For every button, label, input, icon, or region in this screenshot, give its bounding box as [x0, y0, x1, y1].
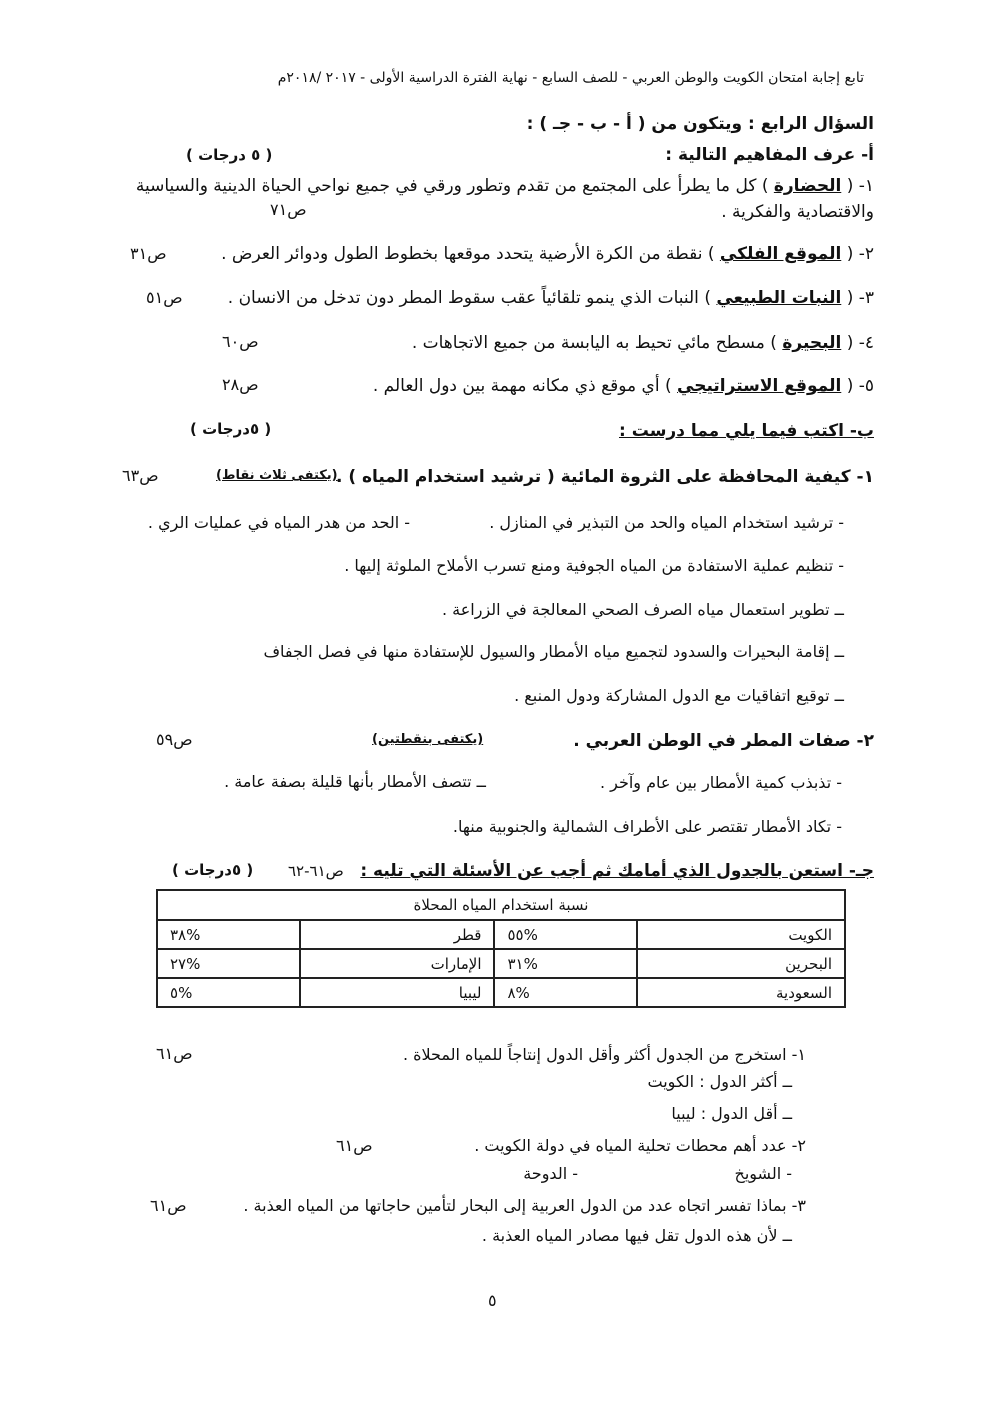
table-row [157, 920, 845, 949]
answer-line: - الشويخ [734, 1164, 792, 1183]
item-number: ٢- ( [846, 244, 874, 264]
page-number: ٥ [488, 1291, 497, 1310]
table-cell: %٨ [494, 978, 637, 1007]
definition: ) كل ما يطرأ على المجتمع من تقدم وتطور ورقي في جميع نواحي الحياة الدينية والسياسية [135, 176, 769, 196]
table-cell: السعودية [637, 978, 845, 1007]
item-number: ١- ( [846, 176, 874, 196]
answer-line: - تذبذب كمية الأمطار بين عام وآخر . [599, 773, 842, 792]
item-number: ٤- ( [846, 333, 874, 353]
answer-line: ــ توقيع اتفاقيات مع الدول المشاركة ودول المنبع . [514, 686, 844, 705]
definition: ) النبات الذي ينمو تلقائياً عقب سقوط المطر دون تدخل من الانسان . [227, 288, 711, 308]
page-ref: ص٦١ [156, 1044, 193, 1063]
answer-line: ــ تطوير استعمال مياه الصرف الصحي المعالجة في الزراعة . [441, 600, 844, 619]
page-ref: ص٦١ [336, 1136, 373, 1155]
part-b-title: ب- اكتب فيما يلي مما درست : [619, 421, 874, 441]
table-cell: %٢٧ [157, 949, 300, 978]
page-ref: ص٦٣ [122, 466, 159, 485]
answer-line: ــ لأن هذه الدول تقل فيها مصادر المياه العذبة . [481, 1226, 792, 1245]
question-title: السؤال الرابع : ويتكون من ( أ - ب - جـ ) : [526, 114, 874, 134]
page-ref: ص٦١ [150, 1196, 187, 1215]
table-cell: %٣١ [494, 949, 637, 978]
table-question: ١- استخرج من الجدول أكثر وأقل الدول إنتاجاً للمياه المحلاة . [402, 1045, 806, 1064]
page-ref: ص٣١ [130, 244, 167, 263]
answer-note: (يكتفى ثلاث نقاط) [216, 468, 338, 483]
part-a-marks: ( ٥ درجات ) [186, 146, 273, 164]
term: الموقع الفلكي [719, 244, 842, 264]
answer-line: - ترشيد استخدام المياه والحد من التبذير في المنازل . [489, 513, 844, 532]
subquestion-title: ٢- صفات المطر في الوطن العربي . [573, 731, 874, 751]
part-b-marks: ( ٥درجات ) [190, 420, 272, 438]
table-cell: %٥٥ [494, 920, 637, 949]
item-number: ٥- ( [846, 376, 874, 396]
definition: ) مسطح مائي تحيط به اليابسة من جميع الاتجاهات . [411, 333, 777, 353]
subquestion-title: ١- كيفية المحافظة على الثروة المائية ( ترشيد استخدام المياه ) . [335, 467, 874, 487]
answer-note: (يكتفى بنقطتين) [372, 732, 484, 747]
table-cell: الكويت [637, 920, 845, 949]
answer-line: ــ تتصف الأمطار بأنها قليلة بصفة عامة . [224, 772, 486, 791]
part-a-title: أ- عرف المفاهيم التالية : [665, 145, 874, 165]
item-number: ٣- ( [846, 288, 874, 308]
term: البحيرة [782, 333, 842, 353]
table-row [157, 949, 845, 978]
table-cell: البحرين [637, 949, 845, 978]
table-cell: قطر [300, 920, 495, 949]
table-cell: %٥ [157, 978, 300, 1007]
answer-line: - تكاد الأمطار تقتصر على الأطراف الشمالية والجنوبية منها. [452, 817, 842, 836]
definition-item-1 [136, 176, 874, 196]
desalinated-water-table [156, 889, 846, 1008]
table-question: ٣- بماذا تفسر اتجاه عدد من الدول العربية إلى البحار لتأمين حاجاتها من المياه العذبة . [243, 1196, 806, 1215]
answer-line: - تنظيم عملية الاستفادة من المياه الجوفية ومنع تسرب الأملاح الملوثة إليها . [344, 556, 844, 575]
term: النبات الطبيعي [716, 288, 842, 308]
definition-item-4 [412, 333, 874, 353]
definition: ) أي موقع ذي مكانه مهمة بين دول العالم . [372, 376, 672, 396]
answer-line: - الحد من هدر المياه في عمليات الري . [147, 513, 410, 532]
term: الحضارة [773, 176, 842, 196]
table-question: ٢- عدد أهم محطات تحلية المياه في دولة الكويت . [474, 1136, 806, 1155]
page-ref: ص٦١-٦٢ [288, 862, 344, 880]
table-cell: الإمارات [300, 949, 495, 978]
table-row [157, 978, 845, 1007]
page-header: تابع إجابة امتحان الكويت والوطن العربي - للصف السابع - نهاية الفترة الدراسية الأولى - ٢٠١٧ /٢٠١٨م [277, 70, 864, 86]
part-c-marks: ( ٥درجات ) [172, 861, 254, 879]
answer-line: - الدوحة [523, 1164, 578, 1183]
answer-line: ــ أقل الدول : ليبيا [671, 1104, 792, 1123]
table-cell: ليبيا [300, 978, 495, 1007]
definition-item-3 [228, 288, 874, 308]
page-ref: ص٥٩ [156, 730, 193, 749]
definition: ) نقطة من الكرة الأرضية يتحدد موقعها بخطوط الطول ودوائر العرض . [221, 244, 715, 264]
page-ref: ص٧١ [270, 200, 307, 219]
definition-item-5 [373, 376, 874, 396]
page-ref: ص٥١ [146, 288, 183, 307]
table-caption: نسبة استخدام المياه المحلاة [157, 890, 845, 920]
answer-line: ــ إقامة البحيرات والسدود لتجميع مياه الأمطار والسيول للإستفادة منها في فصل الجفاف [263, 642, 844, 661]
page-ref: ص٢٨ [222, 375, 259, 394]
table-cell: %٣٨ [157, 920, 300, 949]
page-ref: ص٦٠ [222, 332, 259, 351]
definition-item-2 [221, 244, 874, 264]
part-c-title: جـ- استعن بالجدول الذي أمامك ثم أجب عن الأسئلة التي تليه : [360, 861, 874, 881]
term: الموقع الاستراتيجي [677, 376, 842, 396]
definition-item-1-cont: والاقتصادية والفكرية . [721, 202, 874, 222]
answer-line: ــ أكثر الدول : الكويت [647, 1072, 792, 1091]
